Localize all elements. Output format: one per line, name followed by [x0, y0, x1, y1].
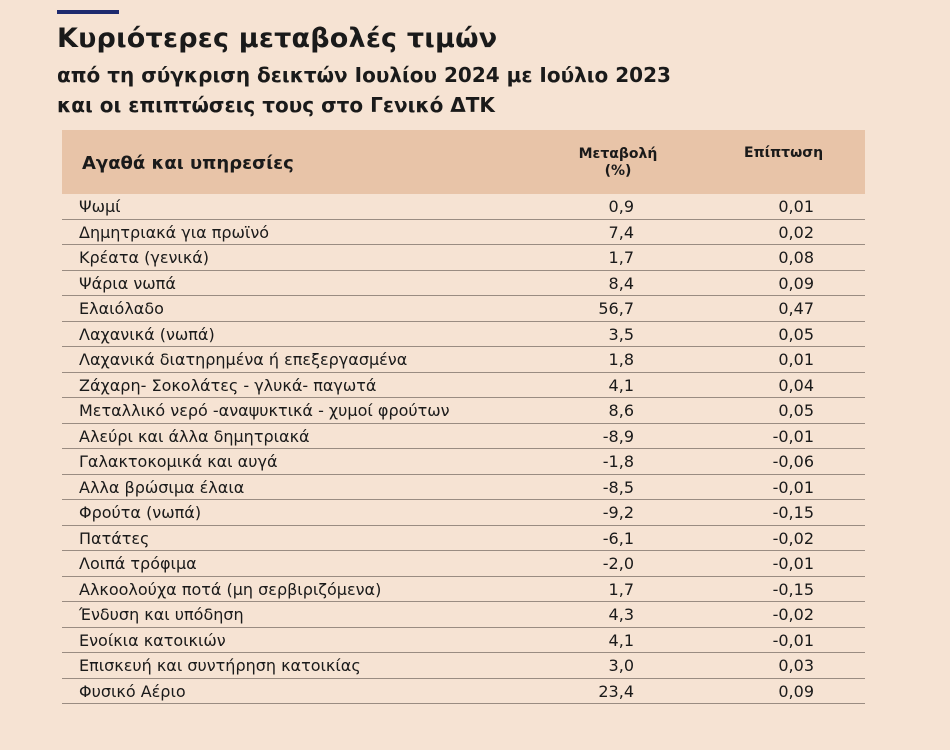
row-change: -8,5	[602, 477, 634, 497]
table-row	[62, 373, 865, 399]
table-row	[62, 245, 865, 271]
row-name: Λαχανικά διατηρημένα ή επεξεργασμένα	[79, 350, 408, 369]
table-row	[62, 500, 865, 526]
row-change: 8,4	[608, 273, 634, 293]
row-impact: -0,01	[772, 554, 814, 573]
table-row	[62, 602, 865, 628]
row-change: 3,0	[608, 656, 634, 675]
page-title: Κυριότερες μεταβολές τιμών	[57, 23, 498, 54]
row-change: 4,3	[608, 605, 634, 624]
row-impact: 0,09	[778, 681, 814, 701]
row-name: Επισκευή και συντήρηση κατοικίας	[79, 656, 361, 675]
row-name: Αλεύρι και άλλα δημητριακά	[79, 426, 310, 446]
accent-bar	[57, 10, 119, 14]
row-change: 3,5	[608, 324, 634, 344]
row-impact: 0,47	[778, 299, 814, 318]
row-name: Μεταλλικό νερό -αναψυκτικά - χυμοί φρούτων	[79, 401, 450, 420]
row-change: 4,1	[608, 630, 634, 650]
subtitle-line-2: και οι επιπτώσεις τους στο Γενικό ΔΤΚ	[57, 93, 495, 117]
row-name: Φρούτα (νωπά)	[79, 503, 202, 522]
table-row	[62, 653, 865, 679]
row-change: -8,9	[602, 426, 634, 446]
table-row	[62, 424, 865, 450]
header-goods: Αγαθά και υπηρεσίες	[82, 153, 294, 174]
row-impact: 0,01	[778, 350, 814, 369]
row-name: Ψωμί	[79, 197, 121, 216]
row-name: Λαχανικά (νωπά)	[79, 324, 215, 344]
row-change: -6,1	[602, 528, 634, 548]
row-name: Αλκοολούχα ποτά (μη σερβιριζόμενα)	[79, 579, 382, 599]
row-impact: 0,03	[778, 656, 814, 675]
row-change: 0,9	[608, 197, 634, 216]
row-change: -2,0	[602, 554, 634, 573]
table-row	[62, 526, 865, 552]
row-name: Ζάχαρη- Σοκολάτες - γλυκά- παγωτά	[79, 375, 377, 395]
row-impact: 0,01	[778, 197, 814, 216]
row-name: Φυσικό Αέριο	[79, 681, 186, 701]
row-impact: -0,02	[772, 528, 814, 548]
row-impact: -0,01	[772, 477, 814, 497]
row-impact: 0,02	[778, 222, 814, 242]
row-impact: 0,09	[778, 273, 814, 293]
table-row	[62, 551, 865, 577]
table-row	[62, 679, 865, 705]
row-name: Ψάρια νωπά	[79, 273, 176, 293]
table-header	[62, 130, 865, 194]
row-impact: 0,04	[778, 375, 814, 395]
row-name: Αλλα βρώσιμα έλαια	[79, 477, 245, 497]
table-row	[62, 194, 865, 220]
row-change: -1,8	[602, 452, 634, 471]
table-row	[62, 449, 865, 475]
row-name: Κρέατα (γενικά)	[79, 248, 210, 267]
row-impact: -0,01	[772, 630, 814, 650]
row-name: Ένδυση και υπόδηση	[79, 605, 244, 624]
row-impact: -0,01	[772, 426, 814, 446]
row-change: 1,7	[608, 579, 634, 599]
row-name: Λοιπά τρόφιμα	[79, 554, 197, 573]
row-change: 7,4	[608, 222, 634, 242]
row-impact: -0,15	[772, 503, 814, 522]
table-body	[62, 194, 865, 704]
row-impact: 0,05	[778, 401, 814, 420]
row-change: 1,7	[608, 248, 634, 267]
row-name: Ελαιόλαδο	[79, 299, 164, 318]
price-changes-table	[62, 130, 865, 704]
row-impact: -0,15	[772, 579, 814, 599]
row-change: 8,6	[608, 401, 634, 420]
header-impact: Επίπτωση	[744, 145, 824, 161]
table-row	[62, 577, 865, 603]
row-change: 1,8	[608, 350, 634, 369]
table-row	[62, 322, 865, 348]
table-row	[62, 271, 865, 297]
row-change: 56,7	[598, 299, 634, 318]
table-row	[62, 398, 865, 424]
row-impact: -0,06	[772, 452, 814, 471]
row-change: 23,4	[598, 681, 634, 701]
row-change: 4,1	[608, 375, 634, 395]
subtitle-line-1: από τη σύγκριση δεικτών Ιουλίου 2024 με Ιούλιο 2023	[57, 63, 671, 87]
table-row	[62, 296, 865, 322]
table-row	[62, 628, 865, 654]
table-row	[62, 347, 865, 373]
row-impact: -0,02	[772, 605, 814, 624]
row-change: -9,2	[602, 503, 634, 522]
row-name: Ενοίκια κατοικιών	[79, 630, 226, 650]
row-name: Δημητριακά για πρωϊνό	[79, 222, 270, 242]
table-row	[62, 475, 865, 501]
row-impact: 0,08	[778, 248, 814, 267]
table-row	[62, 220, 865, 246]
header-change: Μεταβολή (%)	[578, 146, 658, 179]
row-impact: 0,05	[778, 324, 814, 344]
row-name: Γαλακτοκομικά και αυγά	[79, 452, 278, 471]
row-name: Πατάτες	[79, 528, 150, 548]
